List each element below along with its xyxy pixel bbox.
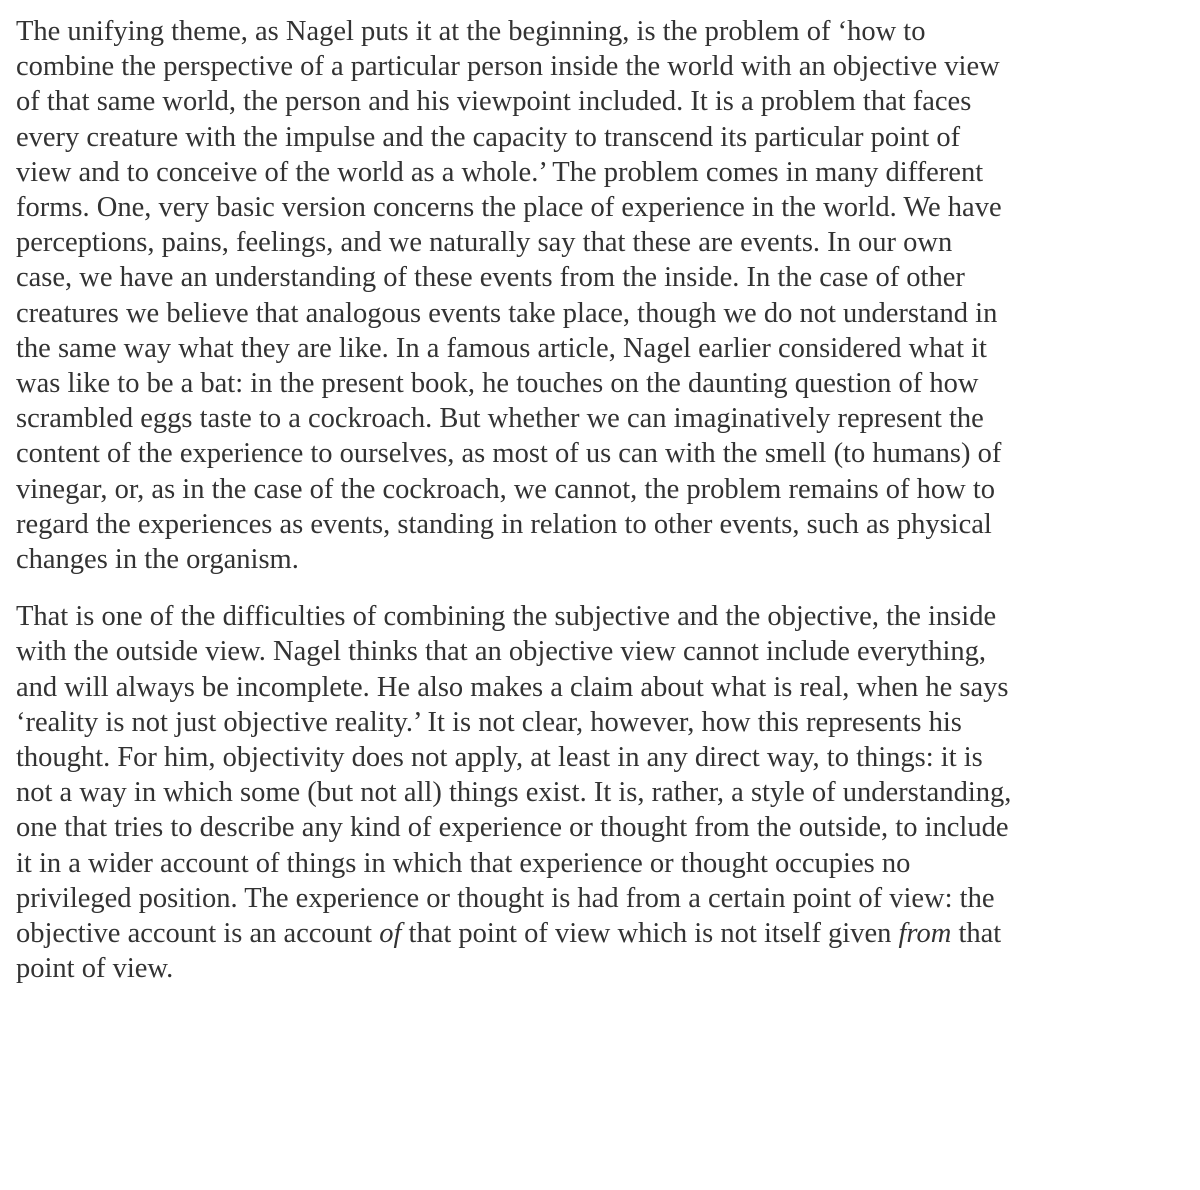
text-line: combine the perspective of a particular person inside the world with an objective view: [16, 51, 1000, 83]
text-line: forms. One, very basic version concerns the place of experience in the world. We have: [16, 192, 1002, 224]
text-line: the same way what they are like. In a famous article, Nagel earlier considered what it: [16, 332, 987, 364]
text-line: regard the experiences as events, standing in relation to other events, such as physical: [16, 508, 992, 540]
text-line-with-emphasis: [16, 916, 1200, 951]
text-line: one that tries to describe any kind of experience or thought from the outside, to include: [16, 812, 1009, 844]
text-line: case, we have an understanding of these events from the inside. In the case of other: [16, 262, 965, 294]
text-line: The unifying theme, as Nagel puts it at the beginning, is the problem of ‘how to: [16, 16, 926, 47]
text-line: and will always be incomplete. He also makes a claim about what is real, when he says: [16, 671, 1009, 703]
text-line: point of view.: [16, 953, 174, 985]
text-line: of that same world, the person and his viewpoint included. It is a problem that faces: [16, 86, 972, 118]
text-line: scrambled eggs taste to a cockroach. But whether we can imaginatively represent the: [16, 403, 984, 435]
paragraph-2: [16, 599, 1200, 986]
text-line: That is one of the difficulties of combining the subjective and the objective, the inside: [16, 601, 997, 633]
paragraph-1: [16, 14, 1200, 577]
text-line: perceptions, pains, feelings, and we naturally say that these are events. In our own: [16, 227, 953, 259]
text-run: objective account is an account: [16, 918, 380, 950]
text-line: content of the experience to ourselves, as most of us can with the smell (to humans) of: [16, 438, 1002, 470]
emphasis-of: of: [379, 918, 402, 950]
text-line: vinegar, or, as in the case of the cockroach, we cannot, the problem remains of how to: [16, 473, 996, 505]
text-line: thought. For him, objectivity does not apply, at least in any direct way, to things: it is: [16, 742, 983, 774]
emphasis-from: from: [898, 918, 952, 950]
text-line: not a way in which some (but not all) things exist. It is, rather, a style of understanding,: [16, 777, 1012, 809]
text-line: view and to conceive of the world as a whole.’ The problem comes in many different: [16, 156, 984, 188]
text-line: was like to be a bat: in the present book, he touches on the daunting question of how: [16, 368, 979, 400]
text-line: it in a wider account of things in which that experience or thought occupies no: [16, 847, 911, 879]
text-run: that point of view which is not itself given: [401, 918, 899, 950]
text-line: privileged position. The experience or thought is had from a certain point of view: the: [16, 882, 995, 914]
text-line: ‘reality is not just objective reality.’ It is not clear, however, how this represents his: [16, 706, 962, 738]
text-line: creatures we believe that analogous events take place, though we do not understand in: [16, 297, 998, 329]
text-line: every creature with the impulse and the capacity to transcend its particular point of: [16, 121, 961, 153]
text-run: that: [951, 918, 1002, 950]
text-line: changes in the organism.: [16, 544, 299, 576]
text-line: with the outside view. Nagel thinks that an objective view cannot include everything,: [16, 636, 987, 668]
